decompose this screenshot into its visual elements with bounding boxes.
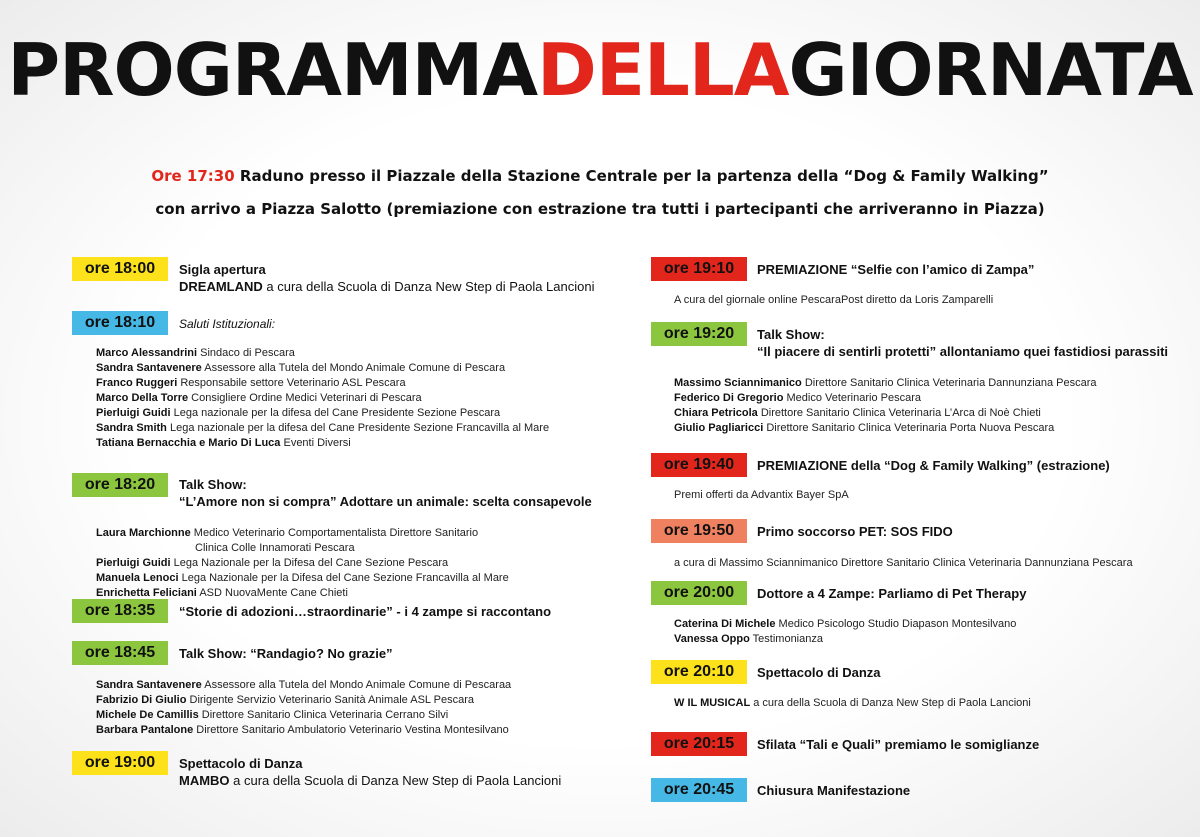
- event-title: Talk Show:: [757, 327, 825, 342]
- person-role: Direttore Sanitario Clinica Veterinaria Porta Nuova Pescara: [763, 422, 1055, 434]
- person-role: Medico Veterinario Comportamentalista Direttore Sanitario: [190, 527, 479, 539]
- event-title-rest: “Selfie con l’amico di Zampa”: [847, 262, 1035, 277]
- person-line: [674, 421, 1054, 436]
- person-role: Eventi Diversi: [280, 437, 351, 449]
- person-line: [96, 678, 511, 693]
- time-badge: ore 19:50: [651, 519, 747, 543]
- event-title: Sigla apertura: [179, 262, 266, 277]
- intro-line-2: con arrivo a Piazza Salotto (premiazione con estrazione tra tutti i partecipanti che arriveranno in Piazza): [155, 200, 1045, 218]
- person-name: Pierluigi Guidi: [96, 407, 171, 419]
- person-role: Medico Veterinario Pescara: [783, 392, 921, 404]
- event-note: a cura di Massimo Sciannimanico Direttore Sanitario Clinica Veterinaria Dannunziana Pescara: [674, 557, 1133, 569]
- time-badge: ore 20:15: [651, 732, 747, 756]
- person-role: Assessore alla Tutela del Mondo Animale Comune di Pescaraa: [201, 679, 512, 691]
- event-title: Talk Show:: [179, 477, 247, 492]
- time-badge: ore 19:20: [651, 322, 747, 346]
- event-subtitle: “Il piacere di sentirli protetti” allontaniamo quei fastidiosi parassiti: [757, 344, 1169, 359]
- time-badge: ore 18:10: [72, 311, 168, 335]
- title-part-3: GIORNATA: [788, 28, 1193, 112]
- person-name: Federico Di Gregorio: [674, 392, 784, 404]
- person-role: Direttore Sanitario Ambulatorio Veterinario Vestina Montesilvano: [193, 724, 509, 736]
- person-name: Manuela Lenoci: [96, 572, 179, 584]
- person-role: Responsabile settore Veterinario ASL Pescara: [177, 377, 406, 389]
- person-line: [96, 361, 505, 376]
- person-role: Lega nazionale per la difesa del Cane Presidente Sezione Francavilla al Mare: [166, 422, 550, 434]
- person-name: Fabrizio Di Giulio: [96, 694, 187, 706]
- person-name: Giulio Pagliaricci: [674, 422, 764, 434]
- intro-text: [60, 160, 1140, 226]
- intro-line-1-text: Raduno presso il Piazzale della Stazione Centrale per la partenza della “Dog & Family Walking”: [234, 167, 1049, 185]
- person-role: ASD NuovaMente Cane Chieti: [196, 587, 348, 599]
- person-role: Direttore Sanitario Clinica Veterinaria L’Arca di Noè Chieti: [757, 407, 1041, 419]
- person-role: Assessore alla Tutela del Mondo Animale Comune di Pescara: [201, 362, 506, 374]
- person-name: Laura Marchionne: [96, 527, 191, 539]
- event-title: Spettacolo di Danza: [179, 756, 303, 771]
- person-line: [96, 376, 406, 391]
- event-title: Talk Show: “Randagio? No grazie”: [179, 646, 393, 661]
- person-name: Franco Ruggeri: [96, 377, 178, 389]
- event-subtitle-rest: a cura della Scuola di Danza New Step di Paola Lancioni: [262, 279, 595, 294]
- person-role: Medico Psicologo Studio Diapason Montesilvano: [775, 618, 1017, 630]
- event-title: Primo soccorso PET: SOS FIDO: [757, 524, 953, 539]
- person-line: [674, 406, 1041, 421]
- person-line: [96, 391, 422, 406]
- intro-time: Ore 17:30: [151, 167, 235, 185]
- person-line: [96, 693, 474, 708]
- event-title: “Storie di adozioni…straordinarie” - i 4 zampe si raccontano: [179, 604, 552, 619]
- event-note: A cura del giornale online PescaraPost diretto da Loris Zamparelli: [674, 294, 994, 306]
- event-subtitle-rest: a cura della Scuola di Danza New Step di Paola Lancioni: [229, 773, 562, 788]
- person-role: Consigliere Ordine Medici Veterinari di Pescara: [188, 392, 422, 404]
- person-role: Lega Nazionale per la Difesa del Cane Sezione Pescara: [170, 557, 449, 569]
- time-badge: ore 18:00: [72, 257, 168, 281]
- person-line: [96, 571, 509, 586]
- intro-line-1: [60, 160, 1140, 193]
- event-title: [757, 458, 1110, 474]
- person-name: Michele De Camillis: [96, 709, 199, 721]
- person-role: Sindaco di Pescara: [197, 347, 295, 359]
- event-subtitle: [179, 279, 594, 295]
- person-name: Caterina Di Michele: [674, 618, 776, 630]
- person-name: Tatiana Bernacchia e Mario Di Luca: [96, 437, 281, 449]
- event-subtitle-bold: DREAMLAND: [179, 279, 263, 294]
- event-subtitle-bold: MAMBO: [179, 773, 230, 788]
- person-line: [96, 526, 478, 541]
- person-name: Sandra Smith: [96, 422, 167, 434]
- event-title: Dottore a 4 Zampe: Parliamo di Pet Therapy: [757, 586, 1027, 601]
- event-note-bold: W IL MUSICAL: [674, 697, 751, 709]
- person-line: [96, 708, 448, 723]
- person-name: Marco Della Torre: [96, 392, 189, 404]
- event-title: [757, 262, 1034, 278]
- time-badge: ore 19:40: [651, 453, 747, 477]
- event-note: [674, 696, 1031, 711]
- person-name: Marco Alessandrini: [96, 347, 198, 359]
- event-note-rest: a cura della Scuola di Danza New Step di Paola Lancioni: [750, 697, 1031, 709]
- person-line: [674, 632, 823, 647]
- event-subtitle: “L’Amore non si compra” Adottare un animale: scelta consapevole: [179, 494, 592, 509]
- event-note: Premi offerti da Advantix Bayer SpA: [674, 489, 849, 501]
- person-line: [96, 346, 295, 361]
- person-line: [674, 376, 1096, 391]
- event-title: Chiusura Manifestazione: [757, 783, 911, 798]
- person-line: [674, 391, 921, 406]
- person-line: [96, 406, 500, 421]
- time-badge: ore 18:45: [72, 641, 168, 665]
- time-badge: ore 20:10: [651, 660, 747, 684]
- time-badge: ore 20:45: [651, 778, 747, 802]
- event-title-bold: PREMIAZIONE: [757, 458, 848, 473]
- event-title-rest: della “Dog & Family Walking” (estrazione): [847, 458, 1110, 473]
- person-line: [96, 436, 351, 451]
- person-role: Clinica Colle Innamorati Pescara: [195, 542, 355, 554]
- time-badge: ore 20:00: [651, 581, 747, 605]
- person-line: [96, 556, 448, 571]
- event-title: Saluti Istituzionali:: [179, 317, 276, 331]
- time-badge: ore 18:35: [72, 599, 168, 623]
- person-name: Chiara Petricola: [674, 407, 758, 419]
- person-role: Direttore Sanitario Clinica Veterinaria Cerrano Silvi: [198, 709, 449, 721]
- person-role: Testimonianza: [749, 633, 823, 645]
- person-role: Lega nazionale per la difesa del Cane Presidente Sezione Pescara: [170, 407, 501, 419]
- person-name: Sandra Santavenere: [96, 362, 202, 374]
- person-line: [674, 617, 1016, 632]
- time-badge: ore 19:00: [72, 751, 168, 775]
- event-subtitle: [179, 773, 561, 789]
- person-line: [195, 541, 355, 556]
- person-name: Pierluigi Guidi: [96, 557, 171, 569]
- person-role: Lega Nazionale per la Difesa del Cane Sezione Francavilla al Mare: [178, 572, 509, 584]
- person-name: Massimo Sciannimanico: [674, 377, 802, 389]
- title-part-1: PROGRAMMA: [7, 28, 538, 112]
- person-role: Direttore Sanitario Clinica Veterinaria Dannunziana Pescara: [801, 377, 1097, 389]
- time-badge: ore 18:20: [72, 473, 168, 497]
- time-badge: ore 19:10: [651, 257, 747, 281]
- person-name: Barbara Pantalone: [96, 724, 194, 736]
- title-part-2: DELLA: [537, 28, 789, 112]
- event-title: Spettacolo di Danza: [757, 665, 881, 680]
- person-name: Sandra Santavenere: [96, 679, 202, 691]
- person-name: Vanessa Oppo: [674, 633, 750, 645]
- page-title: [0, 28, 1200, 112]
- event-title-bold: PREMIAZIONE: [757, 262, 848, 277]
- person-line: [96, 723, 509, 738]
- person-role: Dirigente Servizio Veterinario Sanità Animale ASL Pescara: [186, 694, 475, 706]
- person-name: Enrichetta Feliciani: [96, 587, 197, 599]
- person-line: [96, 421, 549, 436]
- event-title: Sfilata “Tali e Quali” premiamo le somiglianze: [757, 737, 1040, 752]
